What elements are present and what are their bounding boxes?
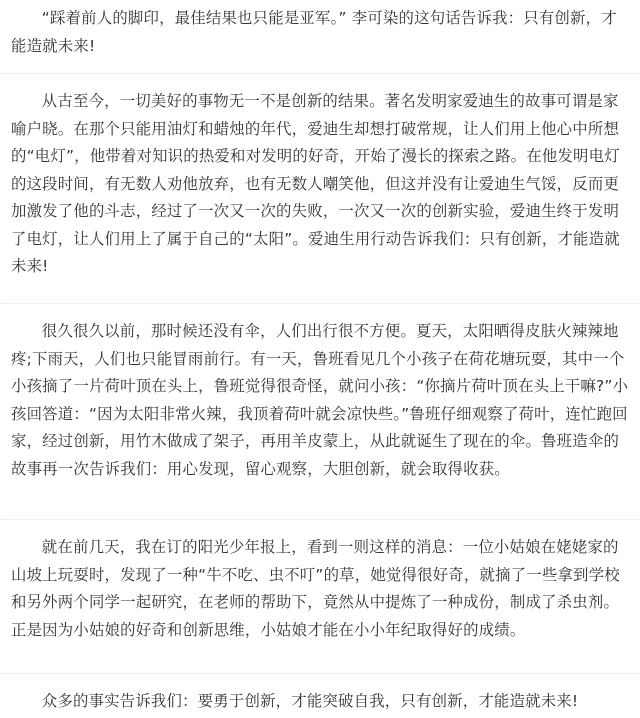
paragraph-divider [0, 73, 640, 74]
paragraph-quote-intro: “踩着前人的脚印，最佳结果也只能是亚军。” 李可染的这句话告诉我：只有创新，才能造就未来! [11, 9, 617, 55]
paragraph-conclusion: 众多的事实告诉我们：要勇于创新，才能突破自我，只有创新，才能造就未来! [41, 692, 579, 710]
paragraph-divider [0, 519, 640, 520]
paragraph-divider [0, 673, 640, 674]
paragraph-edison-story: 从古至今，一切美好的事物无一不是创新的结果。著名发明家爱迪生的故事可谓是家喻户晓。在那个只能用油灯和蜡烛的年代，爱迪生却想打破常规，让人们用上他心中所想的“电灯”，他带着对知识的热爱和对发明的好奇，开始了漫长的探索之路。在他发明电灯的这段时间，有无数人劝他放弃，也有无数人嘲笑他，但这并没有让爱迪生气馁，反而更加激发了他的斗志，经过了一次又一次的失败，一次又一次的创新实验，爱迪生终于发明了电灯，让人们用上了属于自己的“太阳”。爱迪生用行动告诉我们：只有创新，才能造就未来! [11, 92, 620, 275]
paragraph-luban-story: 很久很久以前，那时候还没有伞，人们出行很不方便。夏天，太阳晒得皮肤火辣辣地疼;下雨天，人们也只能冒雨前行。有一天，鲁班看见几个小孩子在荷花塘玩耍，其中一个小孩摘了一片荷叶顶在头上，鲁班觉得很奇怪，就问小孩：“你摘片荷叶顶在头上干嘛?”小孩回答道：“因为太阳非常火辣，我顶着荷叶就会凉快些。”鲁班仔细观察了荷叶，连忙跑回家，经过创新，用竹木做成了架子，再用羊皮蒙上，从此就诞生了现在的伞。鲁班造伞的故事再一次告诉我们：用心发现，留心观察，大胆创新，就会取得收获。 [11, 322, 629, 478]
paragraph-divider [0, 303, 640, 304]
paragraph-girl-story: 就在前几天，我在订的阳光少年报上，看到一则这样的消息：一位小姑娘在姥姥家的山坡上玩耍时，发现了一种“牛不吃、虫不叮”的草，她觉得很好奇，就摘了一些拿到学校和另外两个同学一起研究，在老师的帮助下，竟然从中提炼了一种成份，制成了杀虫剂。正是因为小姑娘的好奇和创新思维，小姑娘才能在小小年纪取得好的成绩。 [11, 538, 620, 639]
